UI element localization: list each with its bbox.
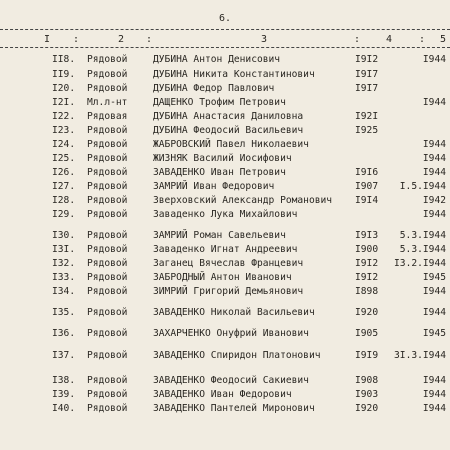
row-date: I944	[422, 209, 446, 220]
row-rank: Рядовой	[87, 230, 128, 241]
row-name: ЗАХАРЧЕНКО Онуфрий Иванович	[153, 328, 309, 339]
row-birth-year: I925	[355, 125, 379, 136]
row-date: I3.2.I944	[394, 258, 446, 269]
row-name: Заваденко Игнат Андреевич	[153, 244, 298, 255]
row-birth-year: I900	[355, 244, 379, 255]
row-rank: Рядовой	[87, 209, 128, 220]
row-name: ЗАМРИЙ Роман Савельевич	[153, 230, 286, 241]
row-date: I945	[422, 272, 446, 283]
row-name: ДУБИНА Никита Константинович	[153, 69, 315, 80]
row-number: I28.	[52, 195, 76, 206]
row-rank: Рядовой	[87, 375, 128, 386]
row-number: I3I.	[52, 244, 76, 255]
table-row	[0, 54, 450, 68]
row-name: ЗИМРИЙ Григорий Демьянович	[153, 286, 304, 297]
row-name: ЖАБРОВСКИЙ Павел Николаевич	[153, 139, 309, 150]
row-date: I944	[422, 139, 446, 150]
row-birth-year: I9I2	[355, 258, 379, 269]
row-birth-year: I908	[355, 375, 379, 386]
row-rank: Рядовой	[87, 258, 128, 269]
table-row	[0, 181, 450, 195]
row-date: I944	[422, 307, 446, 318]
row-name: ЗАВАДЕНКО Иван Федорович	[153, 389, 292, 400]
row-name: ДУБИНА Антон Денисович	[153, 54, 281, 65]
row-rank: Рядовой	[87, 195, 128, 206]
table-row	[0, 389, 450, 403]
row-number: I36.	[52, 328, 76, 339]
row-name: ДУБИНА Федор Павлович	[153, 83, 275, 94]
table-row	[0, 167, 450, 181]
row-birth-year: I9I2	[355, 272, 379, 283]
row-name: ДУБИНА Феодосий Васильевич	[153, 125, 304, 136]
row-date: I944	[422, 375, 446, 386]
table-row	[0, 125, 450, 139]
row-rank: Рядовой	[87, 244, 128, 255]
header-rule-top	[0, 29, 450, 30]
row-date: 5.3.I944	[399, 244, 446, 255]
row-date: I944	[422, 97, 446, 108]
row-birth-year: I920	[355, 307, 379, 318]
row-rank: Рядовой	[87, 389, 128, 400]
row-birth-year: I9I3	[355, 230, 379, 241]
row-number: I29.	[52, 209, 76, 220]
row-name: Заганец Вячеслав Францевич	[153, 258, 304, 269]
row-number: I24.	[52, 139, 76, 150]
row-name: ЗАВАДЕНКО Николай Васильевич	[153, 307, 315, 318]
row-rank: Рядовой	[87, 54, 128, 65]
row-number: I2I.	[52, 97, 76, 108]
row-number: I34.	[52, 286, 76, 297]
row-number: II9.	[52, 69, 76, 80]
row-number: I25.	[52, 153, 76, 164]
row-birth-year: I907	[355, 181, 379, 192]
header-separator-3: :	[354, 34, 361, 45]
table-row	[0, 350, 450, 364]
table-row	[0, 244, 450, 258]
header-separator-4: :	[419, 34, 426, 45]
row-date: I944	[422, 167, 446, 178]
row-birth-year: I898	[355, 286, 379, 297]
row-number: I33.	[52, 272, 76, 283]
row-number: I30.	[52, 230, 76, 241]
row-birth-year: I9I9	[355, 350, 379, 361]
row-birth-year: I9I2	[355, 54, 379, 65]
row-date: I944	[422, 153, 446, 164]
row-number: I23.	[52, 125, 76, 136]
header-col-2: 2	[118, 34, 125, 45]
table-row	[0, 111, 450, 125]
header-col-1: I	[44, 34, 51, 45]
row-number: I20.	[52, 83, 76, 94]
row-rank: Рядовой	[87, 139, 128, 150]
table-row	[0, 307, 450, 321]
row-name: ДУБИНА Анастасия Даниловна	[153, 111, 304, 122]
row-name: ЗАВАДЕНКО Иван Петрович	[153, 167, 286, 178]
table-row	[0, 403, 450, 417]
row-name: ЗАВАДЕНКО Пантелей Миронович	[153, 403, 315, 414]
row-rank: Рядовой	[87, 272, 128, 283]
row-birth-year: I920	[355, 403, 379, 414]
row-rank: Рядовой	[87, 181, 128, 192]
row-date: I944	[422, 403, 446, 414]
table-row	[0, 272, 450, 286]
row-birth-year: I903	[355, 389, 379, 400]
row-rank: Рядовой	[87, 125, 128, 136]
page-number: 6.	[218, 13, 232, 24]
row-rank: Рядовой	[87, 153, 128, 164]
header-col-5: 5	[440, 34, 447, 45]
row-date: 5.3.I944	[399, 230, 446, 241]
header-col-4: 4	[386, 34, 393, 45]
row-name: ЖИЗНЯК Василий Иосифович	[153, 153, 292, 164]
row-date: I944	[422, 286, 446, 297]
row-birth-year: I9I7	[355, 69, 379, 80]
header-separator-1: :	[73, 34, 80, 45]
row-rank: Рядовой	[87, 328, 128, 339]
table-row	[0, 230, 450, 244]
row-number: I22.	[52, 111, 76, 122]
row-number: I40.	[52, 403, 76, 414]
row-number: I39.	[52, 389, 76, 400]
row-number: II8.	[52, 54, 76, 65]
row-number: I37.	[52, 350, 76, 361]
row-date: I942	[422, 195, 446, 206]
header-separator-2: :	[146, 34, 153, 45]
row-rank: Рядовой	[87, 167, 128, 178]
row-birth-year: I9I7	[355, 83, 379, 94]
table-row	[0, 286, 450, 300]
table-row	[0, 195, 450, 209]
row-birth-year: I9I6	[355, 167, 379, 178]
table-row	[0, 153, 450, 167]
row-rank: Рядовой	[87, 69, 128, 80]
table-row	[0, 139, 450, 153]
row-birth-year: I92I	[355, 111, 379, 122]
row-date: 3I.3.I944	[394, 350, 446, 361]
row-number: I27.	[52, 181, 76, 192]
row-number: I26.	[52, 167, 76, 178]
table-row	[0, 83, 450, 97]
row-rank: Рядовой	[87, 83, 128, 94]
table-row	[0, 69, 450, 83]
row-date: I944	[422, 389, 446, 400]
row-name: ЗАМРИЙ Иван Федорович	[153, 181, 275, 192]
table-row	[0, 328, 450, 342]
table-row	[0, 97, 450, 111]
row-name: ДАЩЕНКО Трофим Петрович	[153, 97, 286, 108]
row-rank: Мл.л-нт	[87, 97, 128, 108]
row-name: ЗАБРОДНЫЙ Антон Иванович	[153, 272, 292, 283]
row-rank: Рядовой	[87, 286, 128, 297]
row-birth-year: I905	[355, 328, 379, 339]
table-row	[0, 375, 450, 389]
row-date: I.5.I944	[399, 181, 446, 192]
header-col-3: 3	[261, 34, 268, 45]
row-name: Зверховский Александр Романович	[153, 195, 333, 206]
row-number: I32.	[52, 258, 76, 269]
row-date: I944	[422, 54, 446, 65]
header-rule-bottom	[0, 47, 450, 48]
row-rank: Рядовая	[87, 111, 128, 122]
row-birth-year: I9I4	[355, 195, 379, 206]
row-number: I38.	[52, 375, 76, 386]
row-rank: Рядовой	[87, 403, 128, 414]
table-row	[0, 209, 450, 223]
row-rank: Рядовой	[87, 350, 128, 361]
row-number: I35.	[52, 307, 76, 318]
row-date: I945	[422, 328, 446, 339]
table-row	[0, 258, 450, 272]
row-name: Заваденко Лука Михайлович	[153, 209, 298, 220]
row-rank: Рядовой	[87, 307, 128, 318]
row-name: ЗАВАДЕНКО Спиридон Платонович	[153, 350, 321, 361]
row-name: ЗАВАДЕНКО Феодосий Сакиевич	[153, 375, 309, 386]
